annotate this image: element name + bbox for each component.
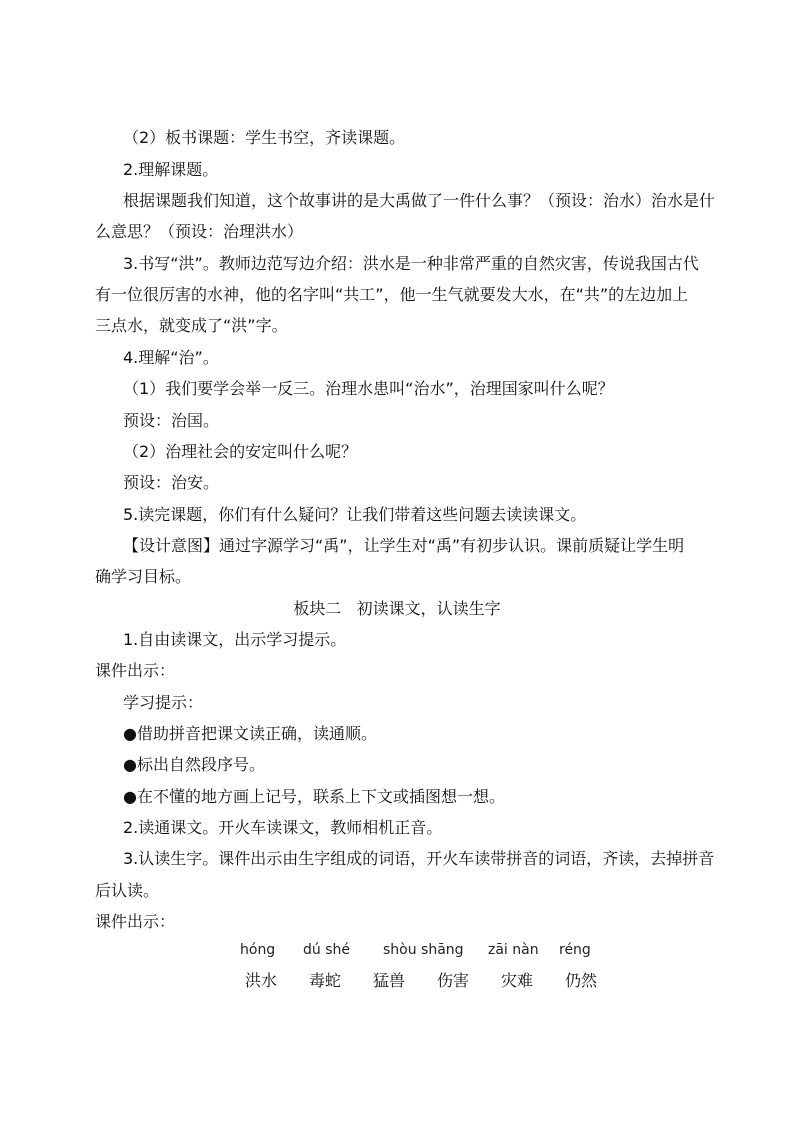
paragraph-line: （1）我们要学会举一反三。治理水患叫“治水”，治理国家叫什么呢？ [123, 379, 614, 398]
tip-item: ●标出自然段序号。 [123, 755, 265, 774]
pinyin-shoushang: shòu shāng [383, 942, 464, 958]
section-heading: 板块二 初读课文，认读生字 [293, 599, 501, 618]
paragraph-line: 1.自由读课文，出示学习提示。 [123, 630, 347, 649]
vocab-word: 猛兽 [373, 971, 406, 990]
vocab-word: 伤害 [437, 971, 470, 990]
pinyin-dushe: dú shé [303, 942, 350, 958]
paragraph-line: 预设：治国。 [123, 411, 220, 430]
pinyin-reng: réng [559, 942, 591, 958]
design-intent-line: 【设计意图】通过字源学习“禹”，让学生对“禹”有初步认识。课前质疑让学生明 [123, 536, 685, 555]
vocab-word: 毒蛇 [309, 971, 342, 990]
vocab-word: 仍然 [565, 971, 598, 990]
paragraph-line: 后认读。 [95, 881, 160, 900]
paragraph-line: 2.理解课题。 [123, 160, 219, 179]
paragraph-line: 根据课题我们知道，这个故事讲的是大禹做了一件什么事？（预设：治水）治水是什 [123, 191, 716, 210]
paragraph-line: 3.认读生字。课件出示由生字组成的词语，开火车读带拼音的词语，齐读，去掉拼音 [123, 849, 715, 868]
tip-item: ●在不懂的地方画上记号，联系上下文或插图想一想。 [123, 787, 505, 806]
paragraph-line: 课件出示： [95, 661, 176, 680]
pinyin-hong: hóng [240, 942, 276, 958]
paragraph-line: 预设：治安。 [123, 473, 220, 492]
paragraph-line: （2）板书课题：学生书空，齐读课题。 [123, 128, 406, 147]
paragraph-line: 3.书写“洪”。教师边范写边介绍：洪水是一种非常严重的自然灾害，传说我国古代 [123, 254, 699, 273]
paragraph-line: 么意思？（预设：治理洪水） [95, 222, 304, 241]
pinyin-zainan: zāi nàn [488, 942, 539, 958]
paragraph-line: （2）治理社会的安定叫什么呢？ [123, 442, 358, 461]
paragraph-line: 确学习目标。 [95, 567, 192, 586]
paragraph-line: 有一位很厉害的水神，他的名字叫“共工”，他一生气就要发大水，在“共”的左边加上 [95, 285, 689, 304]
vocab-word: 洪水 [245, 971, 278, 990]
paragraph-line: 4.理解“治”。 [123, 348, 219, 367]
vocab-word: 灾难 [501, 971, 534, 990]
paragraph-line: 2.读通课文。开火车读课文，教师相机正音。 [123, 818, 443, 837]
paragraph-line: 5.读完课题，你们有什么疑问？让我们带着这些问题去读读课文。 [123, 505, 587, 524]
tip-item: ●借助拼音把课文读正确，读通顺。 [123, 724, 377, 743]
paragraph-line: 三点水，就变成了“洪”字。 [95, 316, 288, 335]
tip-heading: 学习提示： [123, 693, 204, 712]
paragraph-line: 课件出示： [95, 912, 176, 931]
